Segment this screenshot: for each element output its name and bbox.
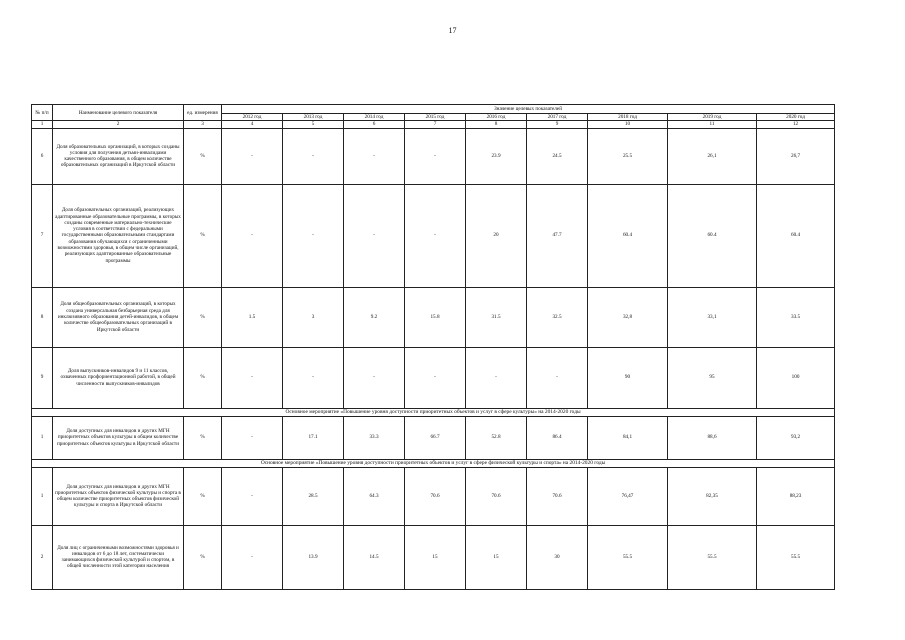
- column-number: 8: [466, 121, 527, 128]
- section-title: Основное мероприятие «Повышение уровня доступности приоритетных объектов и услуг в сфере физической культуры и спорта» на 2014-2020 годы: [32, 459, 835, 467]
- indicator-name: Доля доступных для инвалидов и других МГН приоритетных объектов культуры в общем количестве приоритетных объектов культуры в Иркутской области: [53, 416, 184, 459]
- target-value: -: [222, 184, 283, 287]
- unit: %: [184, 347, 222, 408]
- target-value: 33,1: [668, 287, 757, 347]
- unit: %: [184, 416, 222, 459]
- target-value: 76,47: [588, 467, 668, 525]
- target-value: 1.5: [222, 287, 283, 347]
- target-value: 88,23: [757, 467, 835, 525]
- row-number: 1: [32, 416, 53, 459]
- column-number: 4: [222, 121, 283, 128]
- target-value: 17.1: [283, 416, 344, 459]
- target-value: -: [283, 128, 344, 184]
- target-value: -: [344, 128, 405, 184]
- row-number: 2: [32, 525, 53, 589]
- row-number: 6: [32, 128, 53, 184]
- target-value: 47.7: [527, 184, 588, 287]
- target-value: 93,2: [757, 416, 835, 459]
- column-number: 3: [184, 121, 222, 128]
- column-number: 11: [668, 121, 757, 128]
- target-value: 23.9: [466, 128, 527, 184]
- header-num: № п/п: [32, 105, 53, 121]
- header-unit: ед. измерения: [184, 105, 222, 121]
- target-value: 26,7: [757, 128, 835, 184]
- target-value: -: [466, 347, 527, 408]
- target-value: -: [222, 128, 283, 184]
- indicator-name: Доля выпускников-инвалидов 9 и 11 классов, охваченных профориентационной работой, в общей численности выпускников-инвалидов: [53, 347, 184, 408]
- header-year: 2016 год: [466, 114, 527, 121]
- column-number: 2: [53, 121, 184, 128]
- target-value: 55.5: [588, 525, 668, 589]
- target-value: -: [405, 184, 466, 287]
- column-number: 7: [405, 121, 466, 128]
- section-title: Основное мероприятие «Повышение уровня доступности приоритетных объектов и услуг в сфере культуры» на 2014-2020 годы: [32, 408, 835, 416]
- page-number: 17: [448, 26, 457, 35]
- target-value: 30: [527, 525, 588, 589]
- header-targets-group: Значение целевых показателей: [222, 105, 835, 114]
- target-value: 3: [283, 287, 344, 347]
- target-value: 100: [757, 347, 835, 408]
- table-row: [32, 184, 835, 287]
- section-row: [32, 459, 835, 467]
- target-value: 25.5: [588, 128, 668, 184]
- section-row: [32, 408, 835, 416]
- column-number: 1: [32, 121, 53, 128]
- target-value: 90: [588, 347, 668, 408]
- target-value: 70.6: [466, 467, 527, 525]
- target-value: 60.4: [757, 184, 835, 287]
- row-number: 7: [32, 184, 53, 287]
- unit: %: [184, 525, 222, 589]
- indicator-name: Доля общеобразовательных организаций, в которых создана универсальная безбарьерная среда для инклюзивного образования детей-инвалидов, в общем количестве общеобразовательных организаций в Иркутской области: [53, 287, 184, 347]
- target-value: -: [405, 128, 466, 184]
- target-value: -: [222, 347, 283, 408]
- target-value: 15: [466, 525, 527, 589]
- target-value: 60.4: [668, 184, 757, 287]
- targets-table: [31, 104, 835, 590]
- target-value: 14.5: [344, 525, 405, 589]
- target-value: -: [344, 347, 405, 408]
- target-value: 66.7: [405, 416, 466, 459]
- target-value: 13.9: [283, 525, 344, 589]
- target-value: -: [222, 467, 283, 525]
- target-value: 31.5: [466, 287, 527, 347]
- header-year: 2017 год: [527, 114, 588, 121]
- target-value: -: [283, 347, 344, 408]
- row-number: 8: [32, 287, 53, 347]
- row-number: 1: [32, 467, 53, 525]
- target-value: 86.4: [527, 416, 588, 459]
- target-value: -: [405, 347, 466, 408]
- target-value: 24.5: [527, 128, 588, 184]
- indicator-name: Доля доступных для инвалидов и других МГН приоритетных объектов физической культуры и спорта в общем количестве приоритетных объектов физической культуры и спорта в Иркутской области: [53, 467, 184, 525]
- header-name: Наименование целевого показателя: [53, 105, 184, 121]
- target-value: 82,35: [668, 467, 757, 525]
- column-number: 5: [283, 121, 344, 128]
- target-value: 55.5: [668, 525, 757, 589]
- target-value: 52.8: [466, 416, 527, 459]
- column-number: 12: [757, 121, 835, 128]
- target-value: -: [222, 416, 283, 459]
- target-value: 88,6: [668, 416, 757, 459]
- unit: %: [184, 184, 222, 287]
- target-value: 33.3: [344, 416, 405, 459]
- table-row: [32, 416, 835, 459]
- unit: %: [184, 287, 222, 347]
- table-row: [32, 467, 835, 525]
- target-value: 70.6: [405, 467, 466, 525]
- target-value: 32,8: [588, 287, 668, 347]
- header-year: 2020 год: [757, 114, 835, 121]
- target-value: 55.5: [757, 525, 835, 589]
- target-value: 20: [466, 184, 527, 287]
- target-value: 32.5: [527, 287, 588, 347]
- target-value: -: [222, 525, 283, 589]
- target-value: 33.5: [757, 287, 835, 347]
- target-value: -: [344, 184, 405, 287]
- target-value: 95: [668, 347, 757, 408]
- header-year: 2018 год: [588, 114, 668, 121]
- target-value: -: [527, 347, 588, 408]
- header-year: 2015 год: [405, 114, 466, 121]
- table-row: [32, 128, 835, 184]
- target-value: 15: [405, 525, 466, 589]
- indicator-name: Доля лиц с ограниченными возможностями здоровья и инвалидов от 6 до 18 лет, систематически занимающихся физической культурой и спортом, в общей численности этой категории населения: [53, 525, 184, 589]
- unit: %: [184, 467, 222, 525]
- indicator-name: Доля образовательных организаций, реализующих адаптированные образовательные программы, в которых созданы современные материально-технические условия в соответствии с федеральными государственными образовательными стандартами образования обучающихся с ограниченными возможностями здоровья, в общем числе организаций, реализующих адаптированные образовательные программы: [53, 184, 184, 287]
- header-year: 2019 год: [668, 114, 757, 121]
- header-year: 2014 год: [344, 114, 405, 121]
- target-value: 60.4: [588, 184, 668, 287]
- target-value: 70.6: [527, 467, 588, 525]
- table-row: [32, 525, 835, 589]
- target-value: -: [283, 184, 344, 287]
- table-row: [32, 347, 835, 408]
- target-value: 9.2: [344, 287, 405, 347]
- header-year: 2012 год: [222, 114, 283, 121]
- target-value: 28.5: [283, 467, 344, 525]
- target-value: 64.3: [344, 467, 405, 525]
- column-number: 6: [344, 121, 405, 128]
- unit: %: [184, 128, 222, 184]
- target-value: 15.8: [405, 287, 466, 347]
- table-row: [32, 287, 835, 347]
- target-value: 26,1: [668, 128, 757, 184]
- indicator-name: Доля образовательных организаций, в которых созданы условия для получения детьми-инвалидами качественного образования, в общем количестве образовательных организаций в Иркутской области: [53, 128, 184, 184]
- column-number: 9: [527, 121, 588, 128]
- header-year: 2013 год: [283, 114, 344, 121]
- column-number: 10: [588, 121, 668, 128]
- target-value: 84,1: [588, 416, 668, 459]
- row-number: 9: [32, 347, 53, 408]
